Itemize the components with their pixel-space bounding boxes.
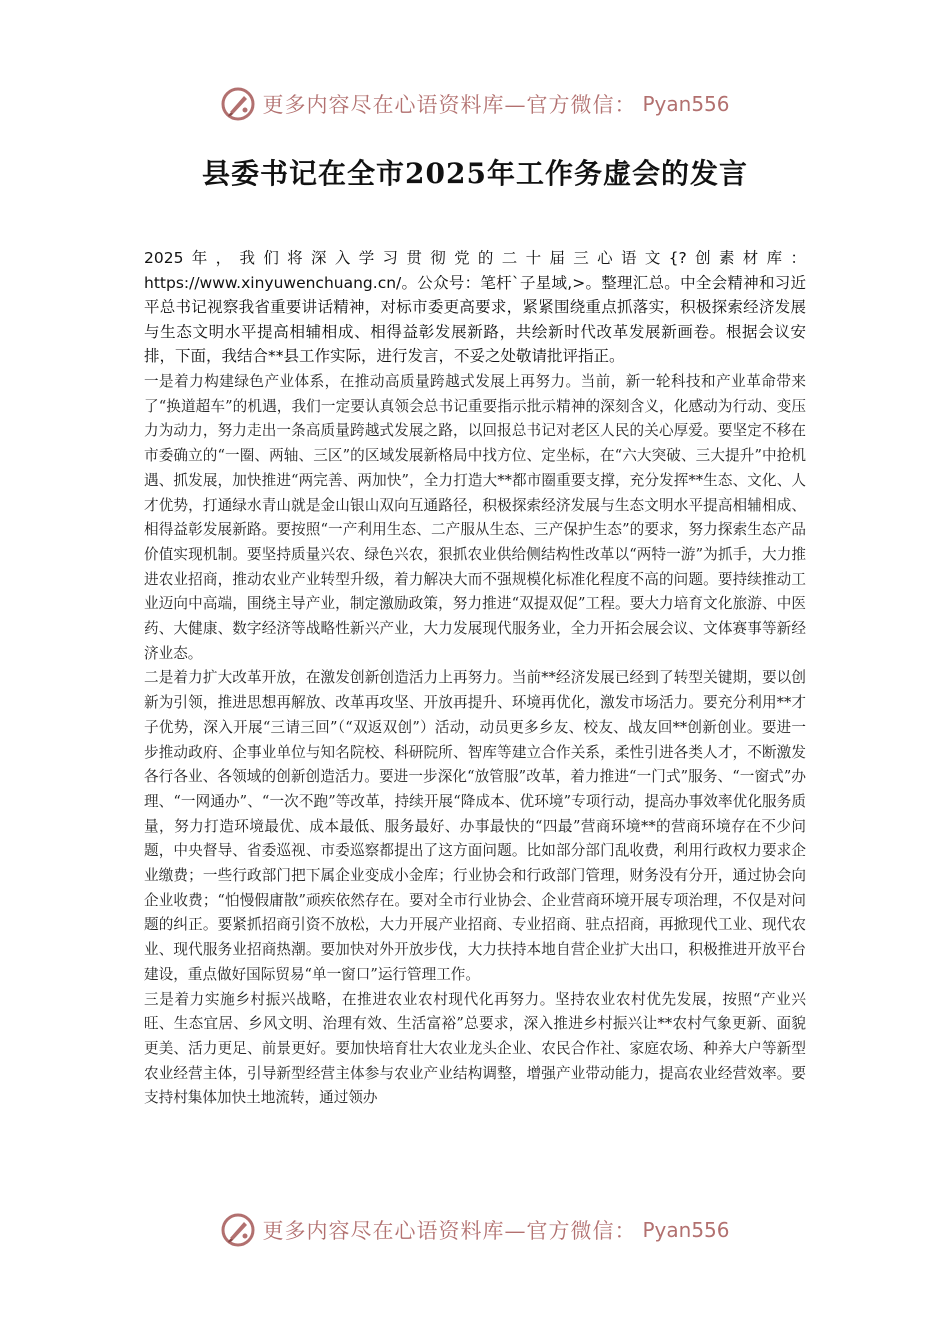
watermark-text: 更多内容尽在心语资料库—官方微信： — [262, 1219, 637, 1243]
brush-logo-icon — [220, 86, 256, 122]
header-watermark-banner — [0, 84, 950, 124]
brush-logo-icon — [220, 1212, 256, 1248]
intro-text: 2025年，我们将深入学习贯彻党的二十届三心语文{?创素材库：https://www.xinyuwenchuang.cn/。公众号：笔杆`子星域,>。整理汇总。中全会精神和习近平总书记视察我省重要讲话精神，对标市委更高要求，紧紧围绕重点抓落实，积极探索经济发展与生态文明水平提高相辅相成、相得益彰发展新路，共绘新时代改革发展新画卷。根据会议安排，下面，我结合**县工作实际，进行发言，不妥之处敬请批评指正。 — [144, 249, 806, 365]
footer-watermark-banner — [0, 1210, 950, 1250]
document-title: 县委书记在全市2025年工作务虚会的发言 — [202, 157, 748, 190]
body-paragraph-2: 二是着力扩大改革开放，在激发创新创造活力上再努力。当前**经济发展已经到了转型关键期，要以创新为引领，推进思想再解放、改革再攻坚、开放再提升、环境再优化，激发市场活力。要充分利用**才子优势，深入开展“三请三回”（“双返双创”）活动，动员更多乡友、校友、战友回**创新创业。要进一步推动政府、企事业单位与知名院校、科研院所、智库等建立合作关系，柔性引进各类人才，不断激发各行各业、各领域的创新创造活力。要进一步深化“放管服”改革，着力推进“一门式”服务、“一窗式”办理、“一网通办”、“一次不跑”等改革，持续开展“降成本、优环境”专项行动，提高办事效率优化服务质量，努力打造环境最优、成本最低、服务最好、办事最快的“四最”营商环境**的营商环境存在不少问题，中央督导、省委巡视、市委巡察都提出了这方面问题。比如部分部门乱收费，利用行政权力要求企业缴费；一些行政部门把下属企业变成小金库；行业协会和行政部门管理，财务没有分开，通过协会向企业收费；“怕慢假庸散”顽疾依然存在。要对全市行业协会、企业营商环境开展专项治理，不仅是对问题的纠正。要紧抓招商引资不放松，大力开展产业招商、专业招商、驻点招商，再掀现代工业、现代农业、现代服务业招商热潮。要加快对外开放步伐，大力扶持本地自营企业扩大出口，积极推进开放平台建设，重点做好国际贸易“单一窗口”运行管理工作。 — [144, 669, 806, 983]
watermark-wechat-id: Pyan556 — [642, 92, 730, 116]
watermark-wechat-id: Pyan556 — [642, 1218, 730, 1242]
watermark-text: 更多内容尽在心语资料库—官方微信： — [262, 93, 637, 117]
body-paragraph-3: 三是着力实施乡村振兴战略，在推进农业农村现代化再努力。坚持农业农村优先发展，按照“产业兴旺、生态宜居、乡风文明、治理有效、生活富裕”总要求，深入推进乡村振兴让**农村气象更新、面貌更美、活力更足、前景更好。要加快培育壮大农业龙头企业、农民合作社、家庭农场、种养大户等新型农业经营主体，引导新型经营主体参与农业产业结构调整，增强产业带动能力，提高农业经营效率。要支持村集体加快土地流转，通过领办 — [144, 990, 806, 1107]
document-body — [144, 370, 806, 1190]
intro-paragraph — [144, 246, 806, 369]
body-paragraph-1: 一是着力构建绿色产业体系，在推动高质量跨越式发展上再努力。当前，新一轮科技和产业革命带来了“换道超车”的机遇，我们一定要认真领会总书记重要指示批示精神的深刻含义，化感动为行动、变压力为动力，努力走出一条高质量跨越式发展之路，以回报总书记对老区人民的关心厚爱。要坚定不移在市委确立的“一圈、两轴、三区”的区域发展新格局中找方位、定坐标，在“六大突破、三大提升”中抢机遇、抓发展，加快推进“两完善、两加快”，全力打造大**都市圈重要支撑，充分发挥**生态、文化、人才优势，打通绿水青山就是金山银山双向互通路径，积极探索经济发展与生态文明水平提高相辅相成、相得益彰发展新路。要按照“一产利用生态、二产服从生态、三产保护生态”的要求，努力探索生态产品价值实现机制。要坚持质量兴农、绿色兴农，狠抓农业供给侧结构性改革以“两特一游”为抓手，大力推进农业招商，推动农业产业转型升级，着力解决大而不强规模化标准化程度不高的问题。要持续推动工业迈向中高端，围绕主导产业，制定激励政策，努力推进“双提双促”工程。要大力培育文化旅游、中医药、大健康、数字经济等战略性新兴产业，大力发展现代服务业，全力开拓会展会议、文体赛事等新经济业态。 — [144, 373, 806, 662]
